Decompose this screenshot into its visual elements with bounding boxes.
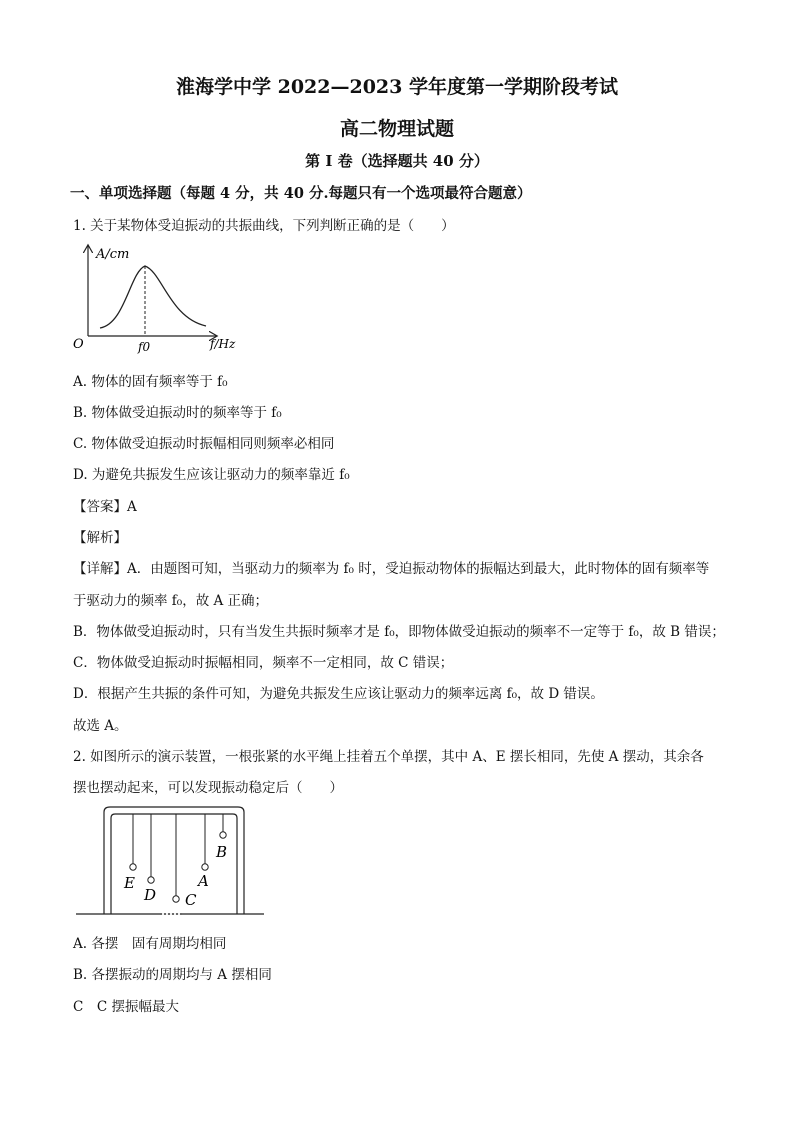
label-e: E [124,874,135,892]
pendulum-bob-c [173,896,179,902]
section-heading: 一、单项选择题（每题 4 分，共 40 分.每题只有一个选项最符合题意） [70,185,532,202]
resonance-curve-figure [70,240,250,358]
q1-option-c[interactable]: C. 物体做受迫振动时振幅相同则频率必相同 [73,436,335,452]
exam-title: 淮海学中学 2022—2023 学年度第一学期阶段考试 [176,76,618,98]
resonance-curve [100,266,206,328]
pendulum-bob-e [130,864,136,870]
q1-option-b[interactable]: B. 物体做受迫振动时的频率等于 f₀ [73,405,282,421]
q2-stem-line: 摆也摆动起来，可以发现振动稳定后（ ） [73,780,343,796]
label-d: D [144,886,157,904]
pendulum-bob-b [220,832,226,838]
q1-answer: 【答案】A [73,499,137,515]
pendulum-bob-a [202,864,208,870]
q1-detail-line: C．物体做受迫振动时振幅相同，频率不一定相同，故 C 错误； [73,655,454,671]
origin-label: O [73,337,84,352]
label-c: C [185,891,197,909]
q1-detail-line: 于驱动力的频率 f₀，故 A 正确； [73,593,269,609]
q1-detail-line: 故选 A。 [73,718,128,734]
pendulum-bob-d [148,877,154,883]
label-b: B [216,843,228,861]
q2-option-c[interactable]: C C 摆振幅最大 [73,999,179,1015]
q1-detail-line: 【详解】A．由题图可知，当驱动力的频率为 f₀ 时，受迫振动物体的振幅达到最大，此时物体的固有频率等 [73,561,710,577]
y-axis-label: A/cm [96,247,130,262]
x-axis-label: f/Hz [210,337,236,351]
q1-analysis-label: 【解析】 [73,530,127,546]
q1-option-a[interactable]: A. 物体的固有频率等于 f₀ [73,374,228,390]
q2-option-b[interactable]: B. 各摆振动的周期均与 A 摆相同 [73,967,272,983]
exam-subtitle: 高二物理试题 [339,118,454,140]
q1-detail-line: D．根据产生共振的条件可知，为避免共振发生应该让驱动力的频率远离 f₀，故 D 错误。 [73,686,604,702]
q2-stem-line: 2. 如图所示的演示装置，一根张紧的水平绳上挂着五个单摆，其中 A、E 摆长相同，先使 A 摆动，其余各 [73,749,704,765]
q1-detail-line: B．物体做受迫振动时，只有当发生共振时频率才是 f₀，即物体做受迫振动的频率不一定等于 f₀，故 B 错误； [73,624,725,640]
q1-stem: 1. 关于某物体受迫振动的共振曲线，下列判断正确的是（ ） [73,218,455,234]
part-label: 第 I 卷（选择题共 40 分） [305,152,489,170]
label-a: A [198,872,209,890]
q2-option-a[interactable]: A. 各摆 固有周期均相同 [73,936,227,952]
peak-frequency-label: f0 [138,340,151,354]
pendulum-apparatus-figure [74,804,270,920]
q1-option-d[interactable]: D. 为避免共振发生应该让驱动力的频率靠近 f₀ [73,467,350,483]
